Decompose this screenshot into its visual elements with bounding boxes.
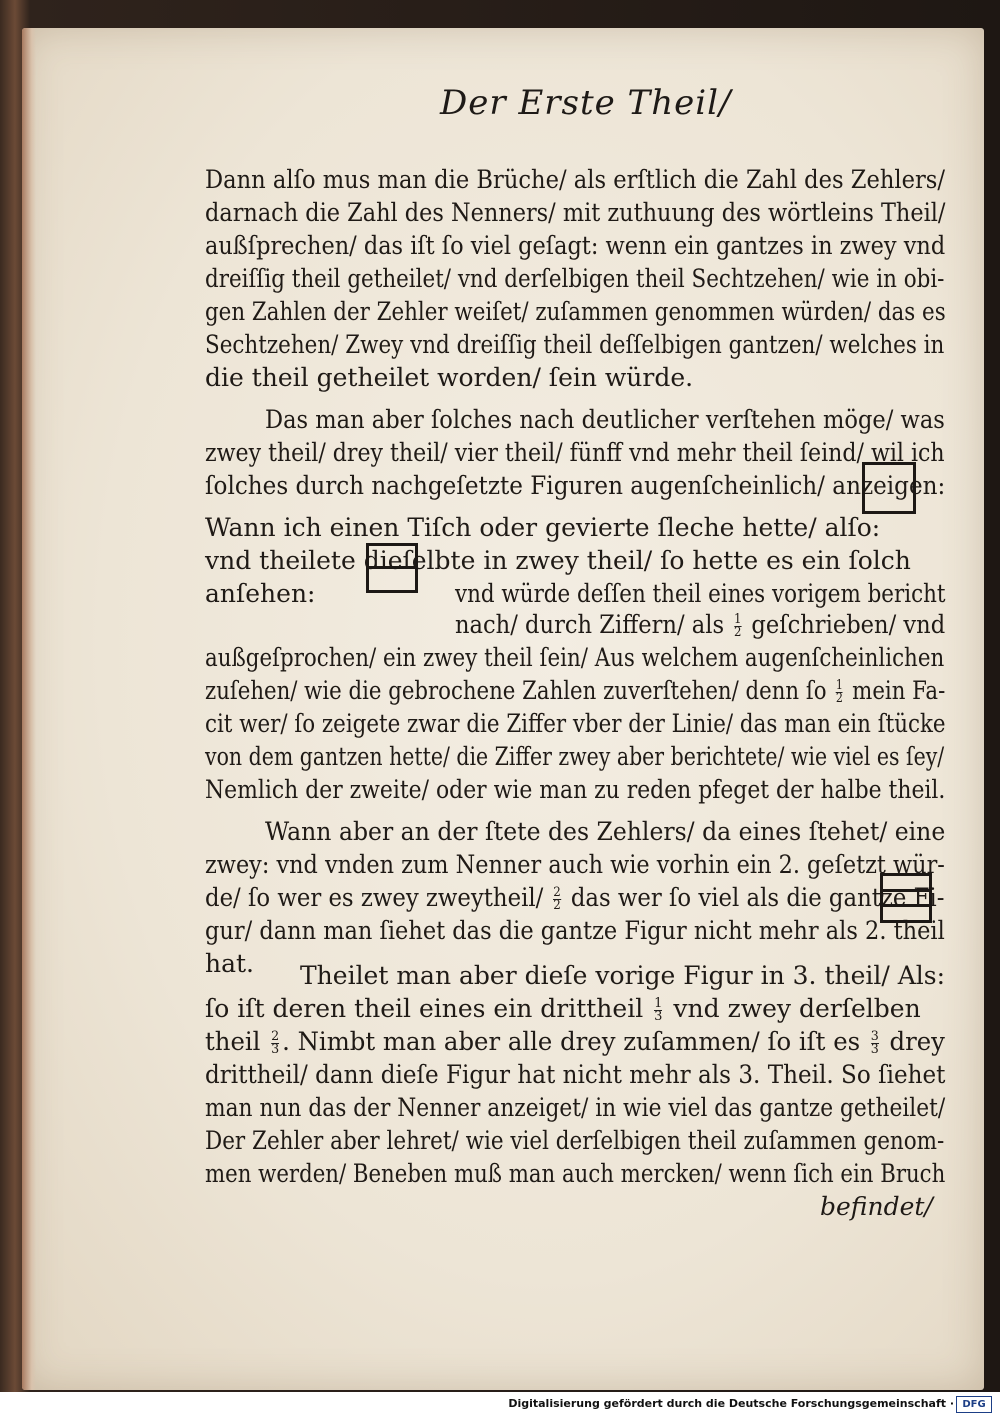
footer-credit: Digitalisierung gefördert durch die Deutsche Forschungsgemeinschaft ·	[508, 1397, 954, 1410]
text-fragment: Nimbt man aber alle drey zuſammen/ ſo iſt es	[297, 1027, 861, 1056]
text-line	[205, 676, 945, 705]
text-line: Dann alſo mus man die Brüche/ als erſtlich die Zahl des Zehlers/	[205, 165, 946, 194]
fraction-two-thirds	[271, 1031, 279, 1056]
text-line: die theil getheilet worden/ ſein würde.	[205, 363, 694, 392]
text-fragment: drey	[889, 1027, 945, 1056]
text-line: Der Zehler aber lehret/ wie viel derſelbigen theil zuſammen genom-	[205, 1126, 945, 1155]
fraction-denominator: 3	[654, 1009, 663, 1024]
fraction-numerator: 1	[654, 996, 663, 1011]
fraction-one-half	[734, 614, 741, 639]
figure-divider	[369, 566, 415, 569]
page-edge	[22, 28, 36, 1390]
text-line: außgeſprochen/ ein zwey theil ſein/ Aus welchem augenſcheinlichen	[205, 643, 945, 672]
catchword: befindet/	[820, 1192, 933, 1221]
text-line: vnd würde deſſen theil eines vorigem bericht	[455, 579, 946, 608]
fraction-numerator: 3	[870, 1029, 879, 1044]
text-line: Wann aber an der ſtete des Zehlers/ da eines ſtehet/ eine	[265, 817, 946, 846]
text-line: außſprechen/ das iſt ſo viel geſagt: wenn ein gantzes in zwey vnd	[205, 231, 946, 260]
text-line: Sechtzehen/ Zwey vnd dreiſſig theil deſſelbigen gantzen/ welches in	[205, 330, 945, 359]
text-fragment: mein Fa-	[852, 676, 946, 705]
text-fragment: vnd zwey derſelben	[673, 994, 921, 1023]
text-line: ſolches durch nachgeſetzte Figuren augenſcheinlich/ anzeigen:	[205, 471, 946, 500]
text-line: Das man aber ſolches nach deutlicher verſtehen möge/ was	[265, 405, 945, 434]
text-line: anſehen:	[205, 579, 316, 608]
square-figure-whole	[862, 462, 916, 514]
text-line: hat.	[205, 949, 254, 978]
dfg-logo: DFG	[956, 1396, 992, 1413]
fraction-denominator: 2	[553, 898, 561, 913]
fraction-numerator: 2	[553, 885, 561, 900]
text-line: vnd theilete dieſelbte in zwey theil/ ſo hette es ein ſolch	[205, 546, 911, 575]
text-line: cit wer/ ſo zeigete zwar die Ziffer vber der Linie/ das man ein ſtücke	[205, 709, 946, 738]
fraction-one-third	[654, 998, 662, 1023]
text-line	[455, 610, 945, 639]
text-line: man nun das der Nenner anzeiget/ in wie viel das gantze getheilet/	[205, 1093, 946, 1122]
fraction-denominator: 3	[870, 1042, 879, 1057]
text-line: Wann ich einen Tiſch oder gevierte ſleche hette/ alſo:	[205, 513, 881, 542]
fraction-numerator: 1	[733, 612, 742, 627]
fraction-denominator: 3	[271, 1042, 280, 1057]
text-line: zwey: vnd vnden zum Nenner auch wie vorhin ein 2. geſetzt wür-	[205, 850, 945, 879]
square-figure-halves	[366, 543, 418, 593]
text-fragment: ſo iſt deren theil eines ein drittheil	[205, 994, 644, 1023]
running-head: Der Erste Theil/	[440, 83, 732, 123]
text-line: theil $\frac{2}{3}$ . Nimbt man aber alle drey zuſammen/ ſo iſt es $\frac{3}{3}$ drey	[205, 1027, 945, 1057]
text-line: darnach die Zahl des Nenners/ mit zuthuung des wörtleins Theil/	[205, 198, 946, 227]
text-line	[205, 994, 921, 1023]
text-line: dreiſſig theil getheilet/ vnd derſelbigen theil Sechtzehen/ wie in obi-	[205, 264, 945, 293]
text-fragment: zuſehen/ wie die gebrochene Zahlen zuverſtehen/ denn ſo	[205, 676, 827, 705]
text-line: von dem gantzen hette/ die Ziffer zwey aber berichtete/ wie viel es ſey/	[205, 742, 945, 771]
figure-divider	[883, 889, 929, 892]
figure-divider	[883, 904, 929, 907]
fraction-one-half	[836, 680, 843, 705]
text-line: gur/ dann man ſiehet das die gantze Figur nicht mehr als 2. theil	[205, 916, 945, 945]
digitization-footer	[0, 1392, 1000, 1416]
text-line: men werden/ Beneben muß man auch mercken/ wenn ſich ein Bruch	[205, 1159, 946, 1188]
fraction-two-halves	[553, 887, 561, 912]
text-line: zwey theil/ drey theil/ vier theil/ fünff vnd mehr theil ſeind/ wil ich	[205, 438, 945, 467]
square-figure-thirds	[880, 873, 932, 923]
text-fragment: nach/ durch Ziffern/ als	[455, 610, 725, 639]
text-line: gen Zahlen der Zehler weiſet/ zuſammen genommen würden/ das es	[205, 297, 946, 326]
fraction-denominator: 2	[733, 625, 742, 640]
text-fragment: geſchrieben/ vnd	[751, 610, 946, 639]
text-line: Theilet man aber dieſe vorige Figur in 3. theil/ Als:	[300, 961, 946, 990]
text-line: Nemlich der zweite/ oder wie man zu reden pfeget der halbe theil.	[205, 775, 946, 804]
fraction-numerator: 2	[271, 1029, 280, 1044]
text-line	[205, 883, 944, 912]
fraction-numerator: 1	[835, 678, 843, 693]
text-fragment: de/ ſo wer es zwey zweytheil/	[205, 883, 544, 912]
fraction-three-thirds	[871, 1031, 879, 1056]
text-line: drittheil/ dann dieſe Figur hat nicht mehr als 3. Theil. So ſiehet	[205, 1060, 946, 1089]
text-fragment: das wer ſo viel als die gantze Fi-	[570, 883, 945, 912]
fraction-denominator: 2	[835, 691, 843, 706]
text-fragment: theil	[205, 1027, 261, 1056]
